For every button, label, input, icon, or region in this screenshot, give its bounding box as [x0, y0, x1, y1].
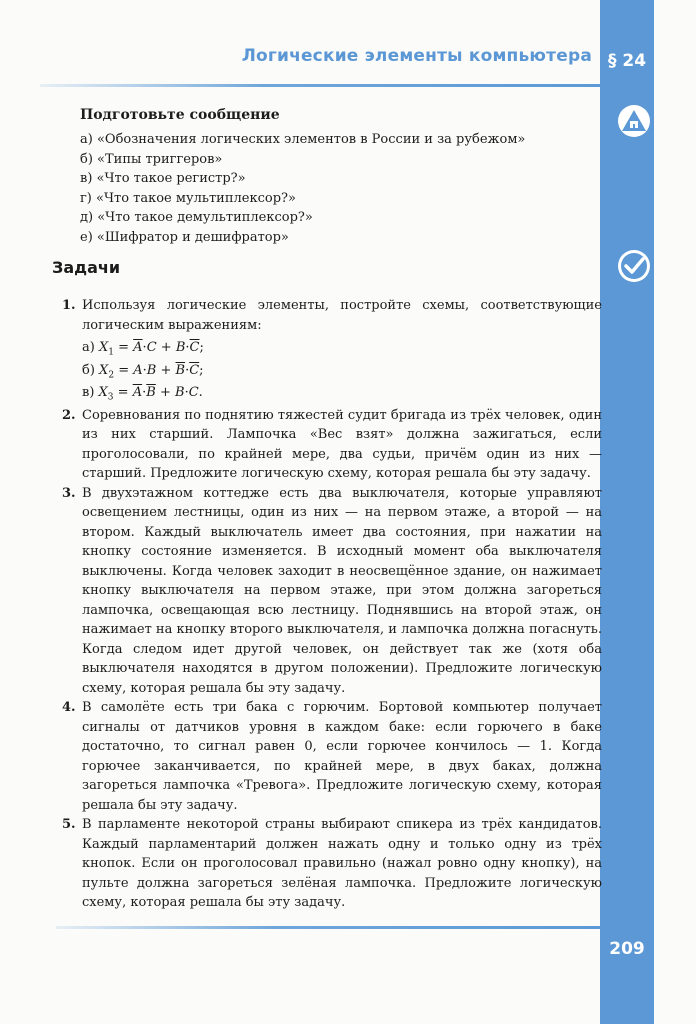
message-topic-item: в) «Что такое регистр?»: [80, 171, 246, 186]
section-number-tab: § 24: [607, 51, 647, 71]
task-text: В самолёте есть три бака с горючим. Бортовой компьютер получает сигналы от датчиков уровня в каждом баке: если горючего в баке достаточно, то сигнал равен 0, если горючее кончилось — 1. Когда горючее заканчивается, по крайней мере, в двух баках, должна загореться лампочка «Тревога». Предложите логическую схему, которая решала бы эту задачу.: [82, 700, 602, 813]
task-item: [62, 406, 602, 484]
task-number: 3.: [62, 485, 76, 501]
message-topic-item: а) «Обозначения логических элементов в России и за рубежом»: [80, 132, 526, 147]
message-topic-item: г) «Что такое мультиплексор?»: [80, 190, 296, 206]
task-text: В двухэтажном коттедже есть два выключателя, которые управляют освещением лестницы, один из них — на первом этаже, а второй — на втором. Каждый выключатель имеет два состояния, при нажатии на кнопку состояние изменяется. В исходный момент оба выключателя выключены. Когда человек заходит в неосвещённое здание, он нажимает кнопку выключателя на первом этаже, при этом должна загореться лампочка, освещающая всю лестницу. Поднявшись на второй этаж, он нажимает на кнопку второго выключателя, и лампочка должна погаснуть. Когда следом идет другой человек, он действует так же (хотя оба выключателя находятся в другом положении). Предложите логическую схему, которая решала бы эту задачу.: [82, 485, 602, 696]
task-item: [62, 698, 602, 815]
page-number: 209: [609, 939, 645, 959]
footer-rule: [56, 926, 600, 929]
task-item: [62, 296, 602, 406]
message-topic-item: б) «Типы триггеров»: [80, 151, 223, 167]
side-margin-bar: [600, 0, 654, 1024]
task-item: [62, 484, 602, 699]
task-text: Соревнования по поднятию тяжестей судит бригада из трёх человек, один из них старший. Лампочка «Вес взят» должна зажигаться, если проголосовали, по крайней мере, два судьи, причём один из них — старший. Предложите логическую схему, которая решала бы эту задачу.: [82, 407, 602, 481]
task-item: [62, 815, 602, 913]
message-topic-item: е) «Шифратор и дешифратор»: [80, 229, 289, 245]
formula-c: в) $X_3 = \overline{A}\cdot\overline{B} + B\cdot C$.: [82, 385, 203, 403]
task-number: 1.: [62, 298, 76, 313]
message-topic-list: [80, 130, 585, 247]
running-header-title: Логические элементы компьютера: [241, 46, 592, 66]
task-list: [62, 296, 602, 913]
check-circle-icon: [616, 248, 652, 284]
prepare-message-block: [80, 104, 585, 247]
formula-b: б) $X_2 = A\cdot B + \overline{B}\cdot\overline{C}$;: [82, 362, 204, 381]
tasks-heading: Задачи: [52, 258, 121, 277]
header-rule: [40, 84, 600, 87]
home-icon: [617, 104, 651, 138]
task-text: В парламенте некоторой страны выбирают спикера из трёх кандидатов. Каждый парламентарий должен нажать одну и только одну из трёх кнопок. Если он проголосовал правильно (нажал ровно одну кнопку), на пульте должна загореться зелёная лампочка. Предложите логическую схему, которая решала бы эту задачу.: [82, 817, 602, 910]
formula-a: а) $X_1 = \overline{A}\cdot C + B\cdot\overline{C}$;: [82, 340, 204, 358]
task-number: 2.: [62, 407, 76, 423]
task-number: 5.: [62, 817, 76, 832]
prepare-message-heading: Подготовьте сообщение: [80, 107, 280, 123]
message-topic-item: д) «Что такое демультиплексор?»: [80, 210, 313, 225]
task-text: Используя логические элементы, постройте схемы, соответствующие логическим выражениям:: [82, 298, 602, 333]
task-number: 4.: [62, 700, 76, 715]
